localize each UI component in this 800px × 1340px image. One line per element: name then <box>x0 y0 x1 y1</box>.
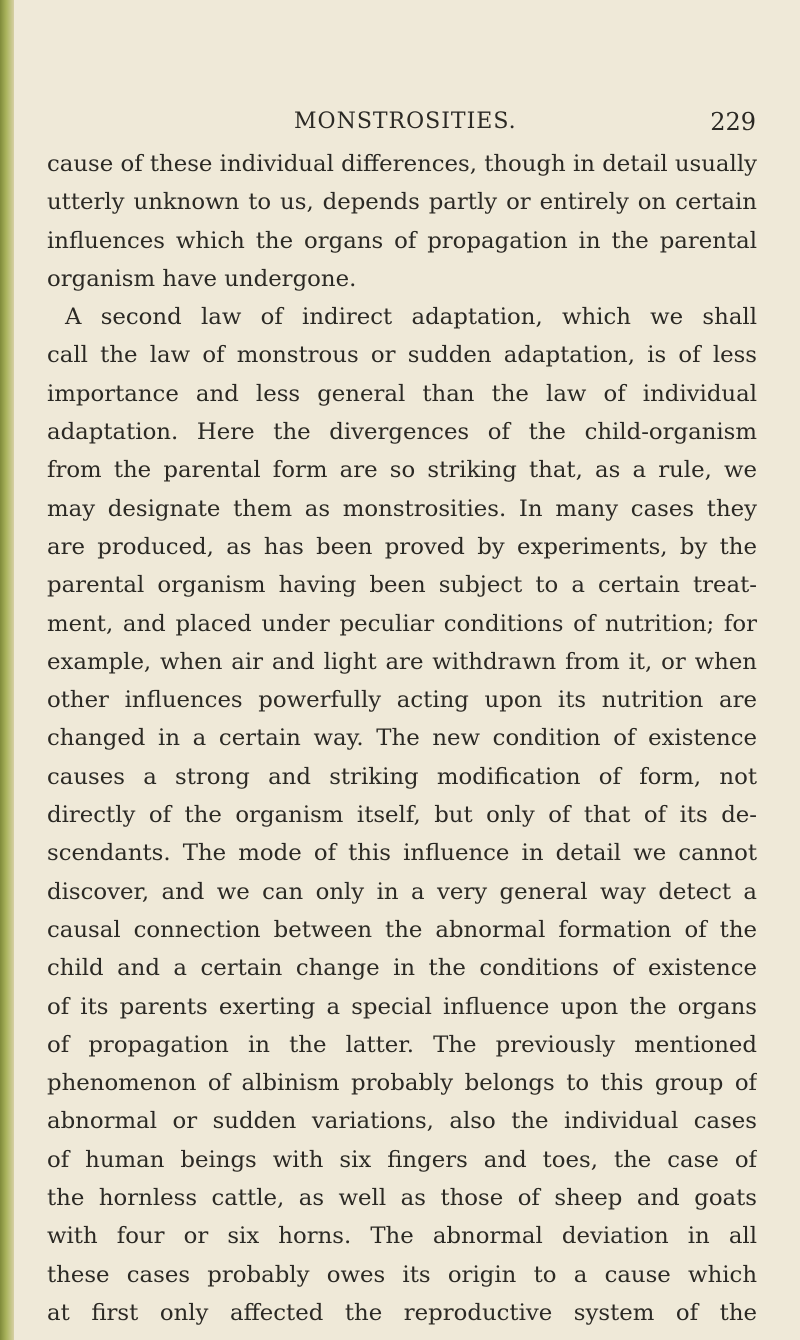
book-page <box>14 0 800 1340</box>
text-line: child and a certain change in the conditions of existence <box>47 955 757 982</box>
text-line: causal connection between the abnormal formation of the <box>47 916 757 943</box>
text-line: importance and less general than the law of individual <box>47 380 757 407</box>
text-line: directly of the organism itself, but only of that of its de- <box>47 802 757 829</box>
text-line: ment, and placed under peculiar conditions of nutrition; for <box>47 610 757 637</box>
text-line: changed in a certain way. The new condition of existence <box>47 725 757 752</box>
text-line: the hornless cattle, as well as those of sheep and goats <box>47 1185 757 1212</box>
text-line: example, when air and light are withdrawn from it, or when <box>47 648 757 675</box>
text-line: scendants. The mode of this influence in detail we cannot <box>47 840 757 867</box>
book-binding-edge <box>0 0 14 1340</box>
text-line: A second law of indirect adaptation, which we shall <box>65 304 757 331</box>
text-line: cause of these individual differences, though in detail usually <box>47 151 757 177</box>
text-line: phenomenon of albinism probably belongs to this group of <box>47 1070 757 1097</box>
text-line: discover, and we can only in a very general way detect a <box>47 878 757 905</box>
text-line: influences which the organs of propagation in the parental <box>47 227 757 254</box>
page-number: 229 <box>710 108 756 136</box>
body-text <box>47 145 757 1332</box>
running-head <box>14 102 800 142</box>
text-line: abnormal or sudden variations, also the individual cases <box>47 1108 757 1135</box>
text-line: these cases probably owes its origin to a cause which <box>47 1261 757 1288</box>
text-line: of human beings with six fingers and toes, the case of <box>47 1146 757 1173</box>
text-line: other influences powerfully acting upon its nutrition are <box>47 687 757 714</box>
text-line: may designate them as monstrosities. In many cases they <box>47 495 757 522</box>
text-line: adaptation. Here the divergences of the child-organism <box>47 419 757 446</box>
text-line: organism have undergone. <box>47 265 357 292</box>
text-line: from the parental form are so striking that, as a rule, we <box>47 457 757 484</box>
text-line: causes a strong and striking modification of form, not <box>47 763 757 790</box>
text-line: call the law of monstrous or sudden adaptation, is of less <box>47 342 757 369</box>
page-title: MONSTROSITIES. <box>294 109 517 134</box>
text-line: at first only affected the reproductive system of the <box>47 1299 757 1326</box>
text-line: of its parents exerting a special influence upon the organs <box>47 993 757 1020</box>
text-line: utterly unknown to us, depends partly or entirely on certain <box>47 189 757 216</box>
text-line: are produced, as has been proved by experiments, by the <box>47 533 757 560</box>
text-line: with four or six horns. The abnormal deviation in all <box>47 1223 757 1250</box>
text-line: of propagation in the latter. The previously mentioned <box>47 1031 757 1058</box>
text-line: parental organism having been subject to a certain treat- <box>47 572 757 599</box>
